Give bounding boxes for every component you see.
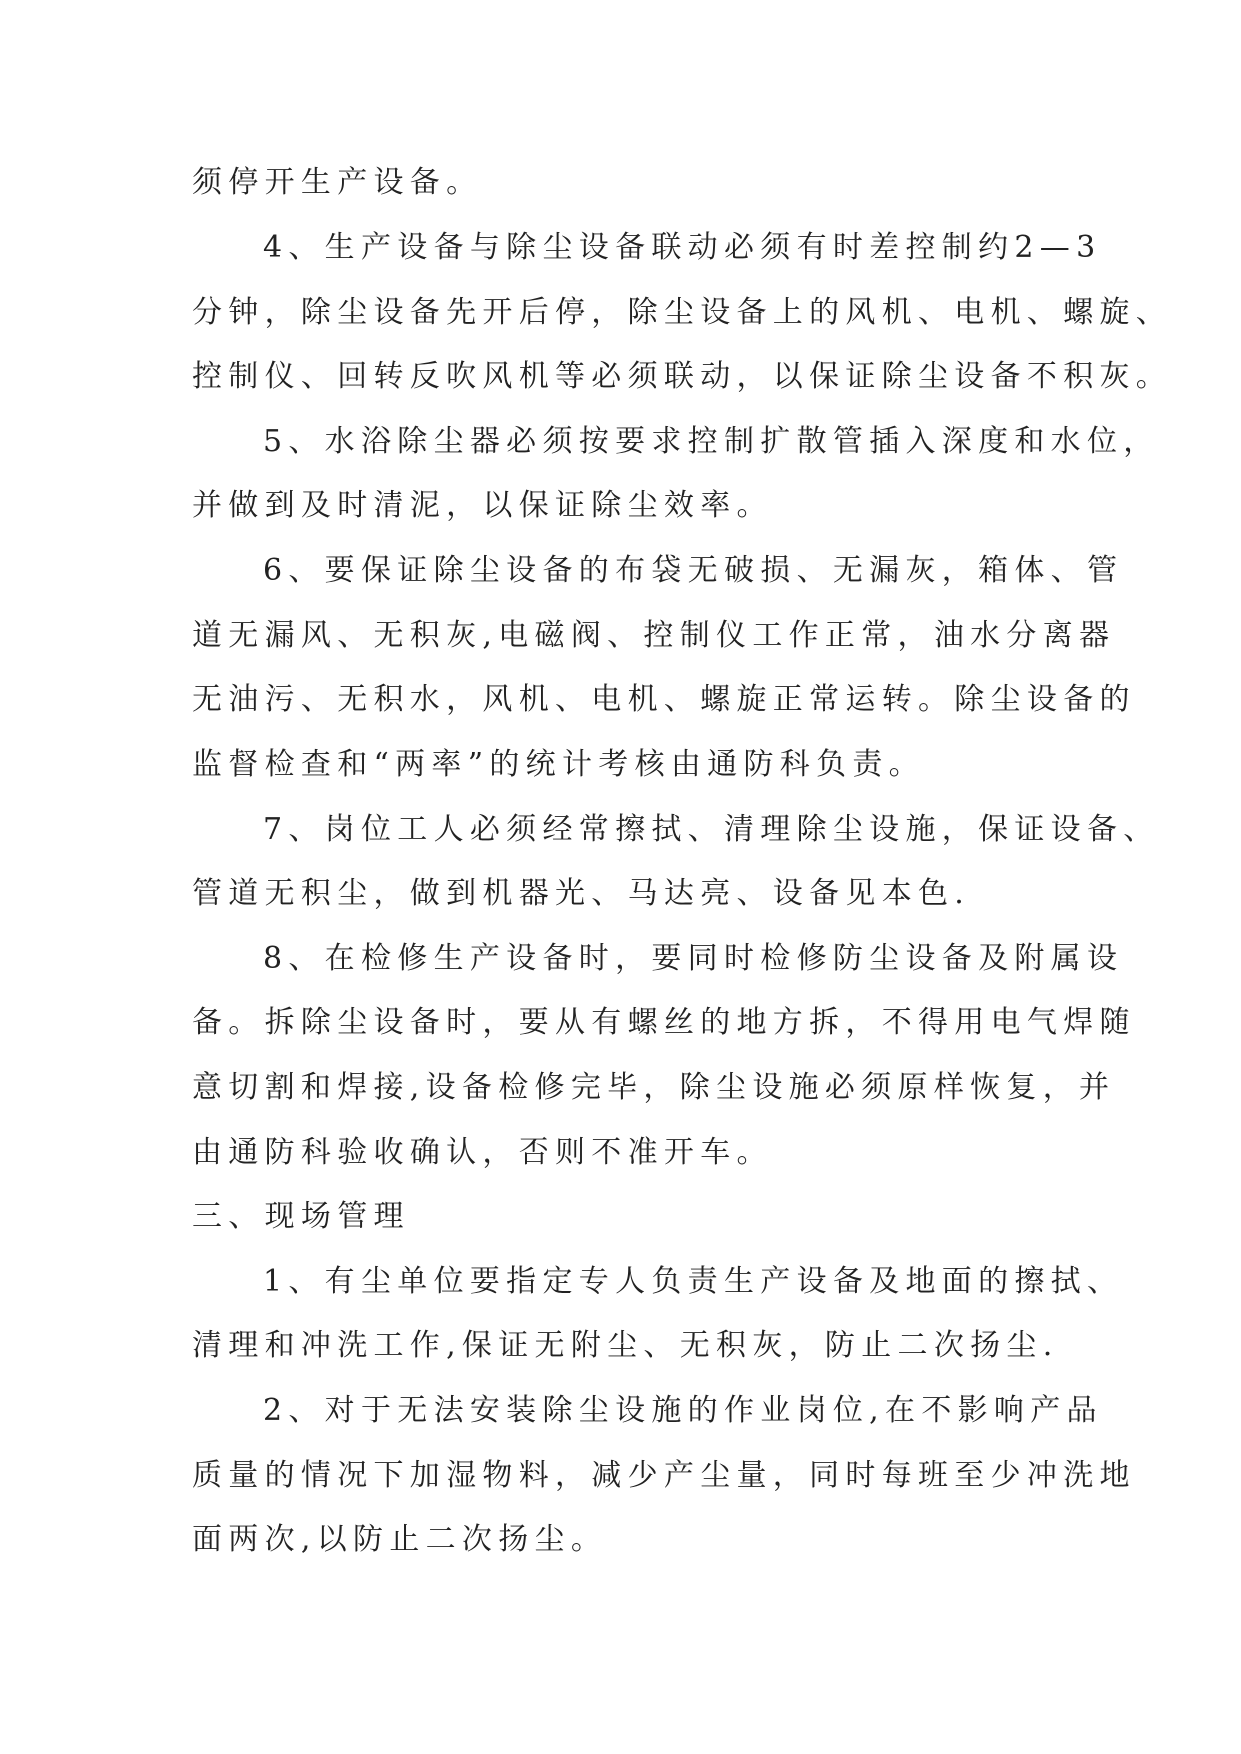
- text-line: 7、岗位工人必须经常擦拭、清理除尘设施，保证设备、: [263, 812, 1160, 847]
- text-line: 5、水浴除尘器必须按要求控制扩散管插入深度和水位，: [263, 424, 1160, 459]
- text-line: 管道无积尘，做到机器光、马达亮、设备见本色.: [192, 876, 971, 911]
- text-line: 8、在检修生产设备时，要同时检修防尘设备及附属设: [263, 941, 1124, 976]
- text-line: 分钟，除尘设备先开后停，除尘设备上的风机、电机、螺旋、: [192, 295, 1173, 330]
- section-heading: 三、现场管理: [192, 1199, 410, 1234]
- text-line: 由通防科验收确认，否则不准开车。: [192, 1135, 773, 1170]
- text-line: 并做到及时清泥，以保证除尘效率。: [192, 488, 773, 523]
- text-line: 6、要保证除尘设备的布袋无破损、无漏灰，箱体、管: [263, 553, 1124, 588]
- text-line: 1、有尘单位要指定专人负责生产设备及地面的擦拭、: [263, 1264, 1124, 1299]
- text-line: 控制仪、回转反吹风机等必须联动，以保证除尘设备不积灰。: [192, 359, 1173, 394]
- text-line: 无油污、无积水，风机、电机、螺旋正常运转。除尘设备的: [192, 682, 1136, 717]
- text-line: 须停开生产设备。: [192, 165, 483, 200]
- text-line: 质量的情况下加湿物料，减少产尘量，同时每班至少冲洗地: [192, 1458, 1136, 1493]
- text-line: 清理和冲洗工作,保证无附尘、无积灰，防止二次扬尘.: [192, 1328, 1059, 1363]
- text-line: 备。拆除尘设备时，要从有螺丝的地方拆，不得用电气焊随: [192, 1005, 1136, 1040]
- text-line: 4、生产设备与除尘设备联动必须有时差控制约2—3: [263, 230, 1102, 265]
- text-line: 意切割和焊接,设备检修完毕，除尘设施必须原样恢复，并: [192, 1070, 1116, 1105]
- text-line: 监督检查和“两率”的统计考核由通防科负责。: [192, 747, 925, 782]
- text-line: 面两次,以防止二次扬尘。: [192, 1522, 608, 1557]
- text-line: 道无漏风、无积灰,电磁阀、控制仪工作正常，油水分离器: [192, 618, 1116, 653]
- text-line: 2、对于无法安装除尘设施的作业岗位,在不影响产品: [263, 1393, 1103, 1428]
